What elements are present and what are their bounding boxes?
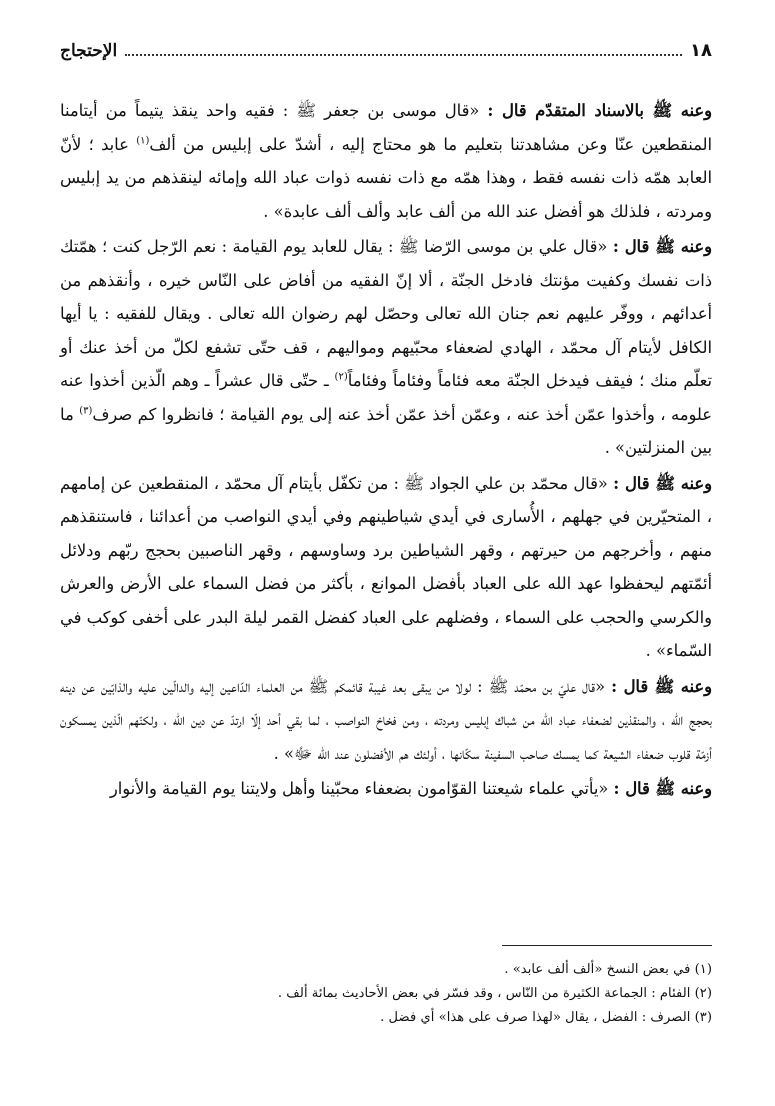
paragraph-text: «يأتي علماء شيعتنا القوّامون بضعفاء محبّينا وأهل ولايتنا يوم القيامة والأنوار — [109, 779, 614, 798]
paragraph-3 — [60, 467, 712, 668]
paragraph-lead: وعنه ﷺ قال : — [611, 676, 712, 696]
running-title: الإحتجاج — [60, 41, 118, 61]
paragraph-5 — [60, 772, 712, 806]
page-number: ١٨ — [690, 40, 712, 61]
footnote-2: (٢) الفئام : الجماعة الكثيرة من النّاس ، وقد فسّر في بعض الأحاديث بمائة ألف . — [277, 986, 712, 1001]
footnote-3: (٣) الصرف : الفضل ، يقال «لهذا صرف على هذا» أي فضل . — [380, 1010, 712, 1025]
paragraph-text: «قال عليّ بن محمّد ﷺ : لولا من يبقى بعد غيبة قائمكم ﷺ من العلماء الدّاعين إليه والدالّين عليه والذابّين عن دينه بحجج الله ، والمنقذين لضعفاء عباد الله من شباك إبليس ومردته ، ومن فخاخ النواصب ، لما بقي أحد إلّا ارتدّ عن دين الله ، ولكنّهم الّذين يمسكون أزمّة قلوب ضعفاء الشيعة كما يمسك صاحب السفينة سكّانها ، أولئك هم الأفضلون عند الله ﷻ» . — [60, 676, 712, 763]
paragraph-text: «قال محمّد بن علي الجواد ﷺ : من تكفّل بأيتام آل محمّد ، المنقطعين عن إمامهم ، المتحيّرين في جهلهم ، الأُسارى في أيدي شياطينهم وفي أيدي النواصب من أعدائنا ، فاستنقذهم منهم ، وأخرجهم من حيرتهم ، وقهر الشياطين برد وساوسهم ، وقهر الناصبين بحجج ربّهم ودلائل أئمّتهم ليحفظوا عهد الله على العباد بأفضل الموانع ، بأكثر من فضل السماء على الأرض والعرش والكرسي والحجب على السماء ، وفضلهم على العباد كفضل القمر ليلة البدر على أخفى كوكب في السّماء» . — [60, 473, 712, 660]
paragraph-text-cont: ـ حتّى قال عشراً ـ وهم الّذين أخذوا عنه علومه ، وأخذوا عمّن أخذ عنه ، وعمّن أخذ عمّن أخذ عنه إلى يوم القيامة ؛ فانظروا كم صرف — [60, 371, 712, 424]
footnote-ref-1[interactable]: (١) — [136, 135, 150, 147]
footnote-separator — [502, 945, 712, 946]
paragraph-lead: وعنه ﷺ قال : — [613, 473, 712, 493]
paragraph-lead: وعنه ﷺ قال : — [612, 237, 712, 256]
main-text — [60, 94, 712, 806]
paragraph-lead: وعنه ﷺ قال : — [613, 779, 712, 798]
paragraph-text: «قال علي بن موسى الرّضا ﷺ : يقال للعابد يوم القيامة : نعم الرّجل كنت ؛ همّتك ذات نفسك وكفيت مؤنتك فادخل الجنّة ، ألا إنّ الفقيه من أفاض على النّاس خيره ، وأنقذهم من أعدائهم ، ووفّر عليهم نعم جنان الله تعالى وحصّل لهم رضوان الله تعالى . ويقال للفقيه : يا أيها الكافل لأيتام آل محمّد ، الهادي لضعفاء محبّيهم ومواليهم ، قف حتّى تشفع لكلّ من أخذ عنك أو تعلّم منك ؛ فيقف فيدخل الجنّة معه فئاماً وفئاماً وفئاماً — [60, 237, 712, 390]
running-header — [60, 40, 712, 80]
footnote-ref-3[interactable]: (٣) — [79, 405, 93, 417]
paragraph-text-end: ما بين المنزلتين» . — [60, 404, 712, 457]
paragraph-lead: وعنه ﷺ بالاسناد المتقدّم قال : — [487, 101, 712, 120]
footnotes — [60, 958, 712, 1030]
footnote-ref-2[interactable]: (٢) — [334, 371, 348, 383]
paragraph-4 — [60, 670, 712, 771]
book-page — [60, 40, 712, 1070]
paragraph-text-cont: عابد ؛ لأنّ العابد همّه ذات نفسه فقط ، وهذا همّه مع ذات نفسه ذوات عباد الله وإمائه لينقذهم من يد إبليس ومردته ، فلذلك هو أفضل عند الله من ألف عابد وألف ألف عابدة» . — [60, 134, 712, 221]
paragraph-1 — [60, 94, 712, 228]
paragraph-text: «قال موسى بن جعفر ﷺ : فقيه واحد ينقذ يتيماً من أيتامنا المنقطعين عنّا وعن مشاهدتنا بتعليم ما هو محتاج إليه ، أشدّ على إبليس من ألف — [60, 101, 712, 154]
paragraph-2 — [60, 230, 712, 465]
header-dot-leader — [125, 42, 682, 56]
footnote-1: (١) في بعض النسخ «ألف ألف عابد» . — [504, 962, 712, 977]
